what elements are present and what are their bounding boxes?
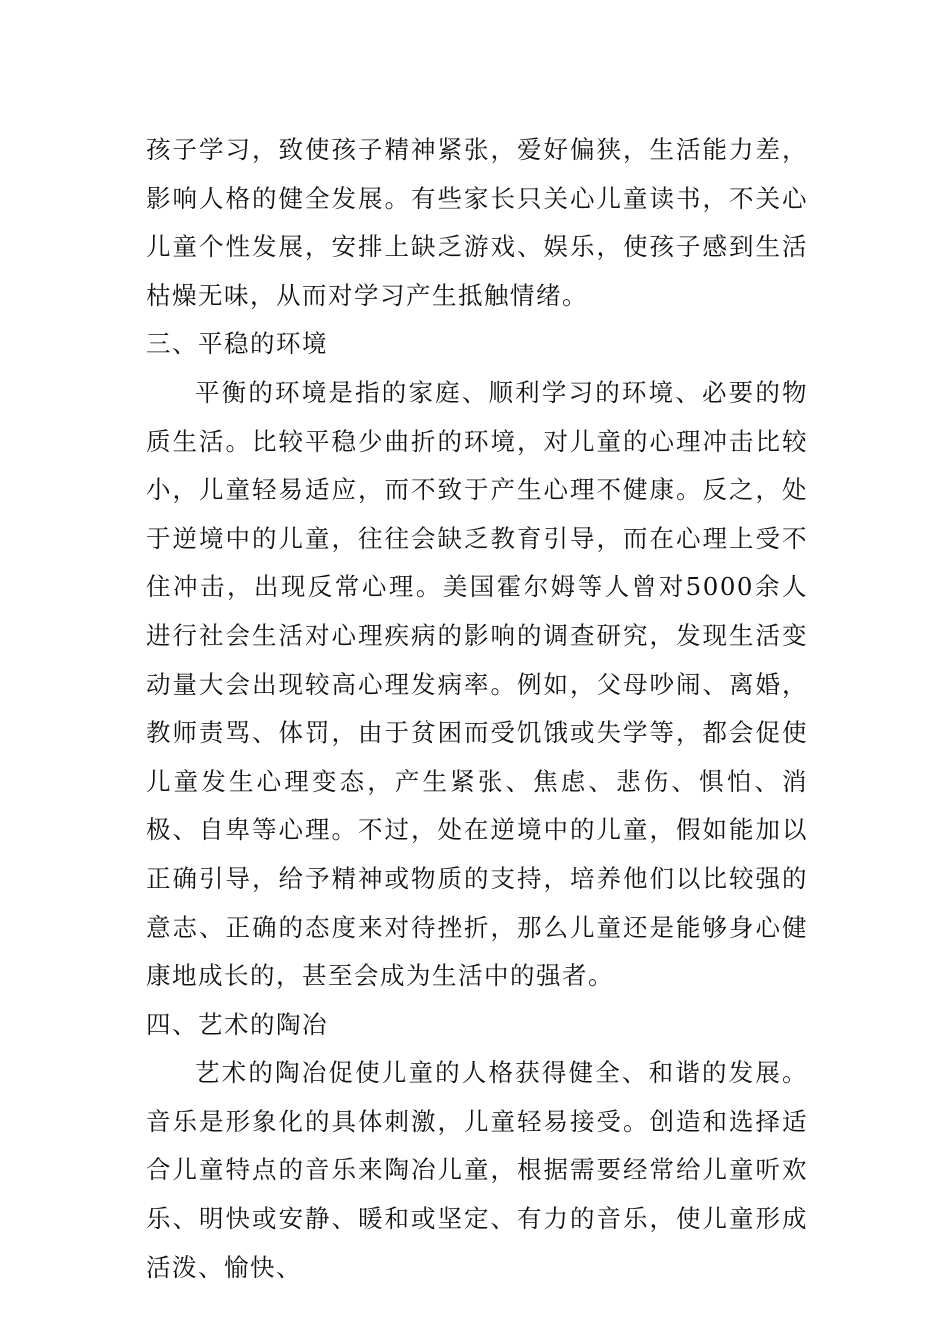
- paragraph-stable-environment: 平衡的环境是指的家庭、顺利学习的环境、必要的物质生活。比较平稳少曲折的环境，对儿童的心理冲击比较小，儿童轻易适应，而不致于产生心理不健康。反之，处于逆境中的儿童，往往会缺乏教育引导，而在心理上受不住冲击，出现反常心理。美国霍尔姆等人曾对5000余人进行社会生活对心理疾病的影响的调查研究，发现生活变动量大会出现较高心理发病率。例如，父母吵闹、离婚，教师责骂、体罚，由于贫困而受饥饿或失学等，都会促使儿童发生心理变态，产生紧张、焦虑、悲伤、惧怕、消极、自卑等心理。不过，处在逆境中的儿童，假如能加以正确引导，给予精神或物质的支持，培养他们以比较强的意志、正确的态度来对待挫折，那么儿童还是能够身心健康地成长的，甚至会成为生活中的强者。: [146, 377, 808, 991]
- paragraph-art-cultivation: 艺术的陶冶促使儿童的人格获得健全、和谐的发展。音乐是形象化的具体刺激，儿童轻易接受。创造和选择适合儿童特点的音乐来陶冶儿童，根据需要经常给儿童听欢乐、明快或安静、暖和或坚定、有力的音乐，使儿童形成活泼、愉快、: [146, 1058, 808, 1282]
- document-body: [146, 126, 808, 1292]
- paragraph-continued: 孩子学习，致使孩子精神紧张，爱好偏狭，生活能力差，影响人格的健全发展。有些家长只关心儿童读书，不关心儿童个性发展，安排上缺乏游戏、娱乐，使孩子感到生活枯燥无味，从而对学习产生抵触情绪。: [146, 135, 808, 310]
- section-heading-3: 三、平稳的环境: [146, 329, 328, 359]
- section-heading-4: 四、艺术的陶冶: [146, 1009, 328, 1039]
